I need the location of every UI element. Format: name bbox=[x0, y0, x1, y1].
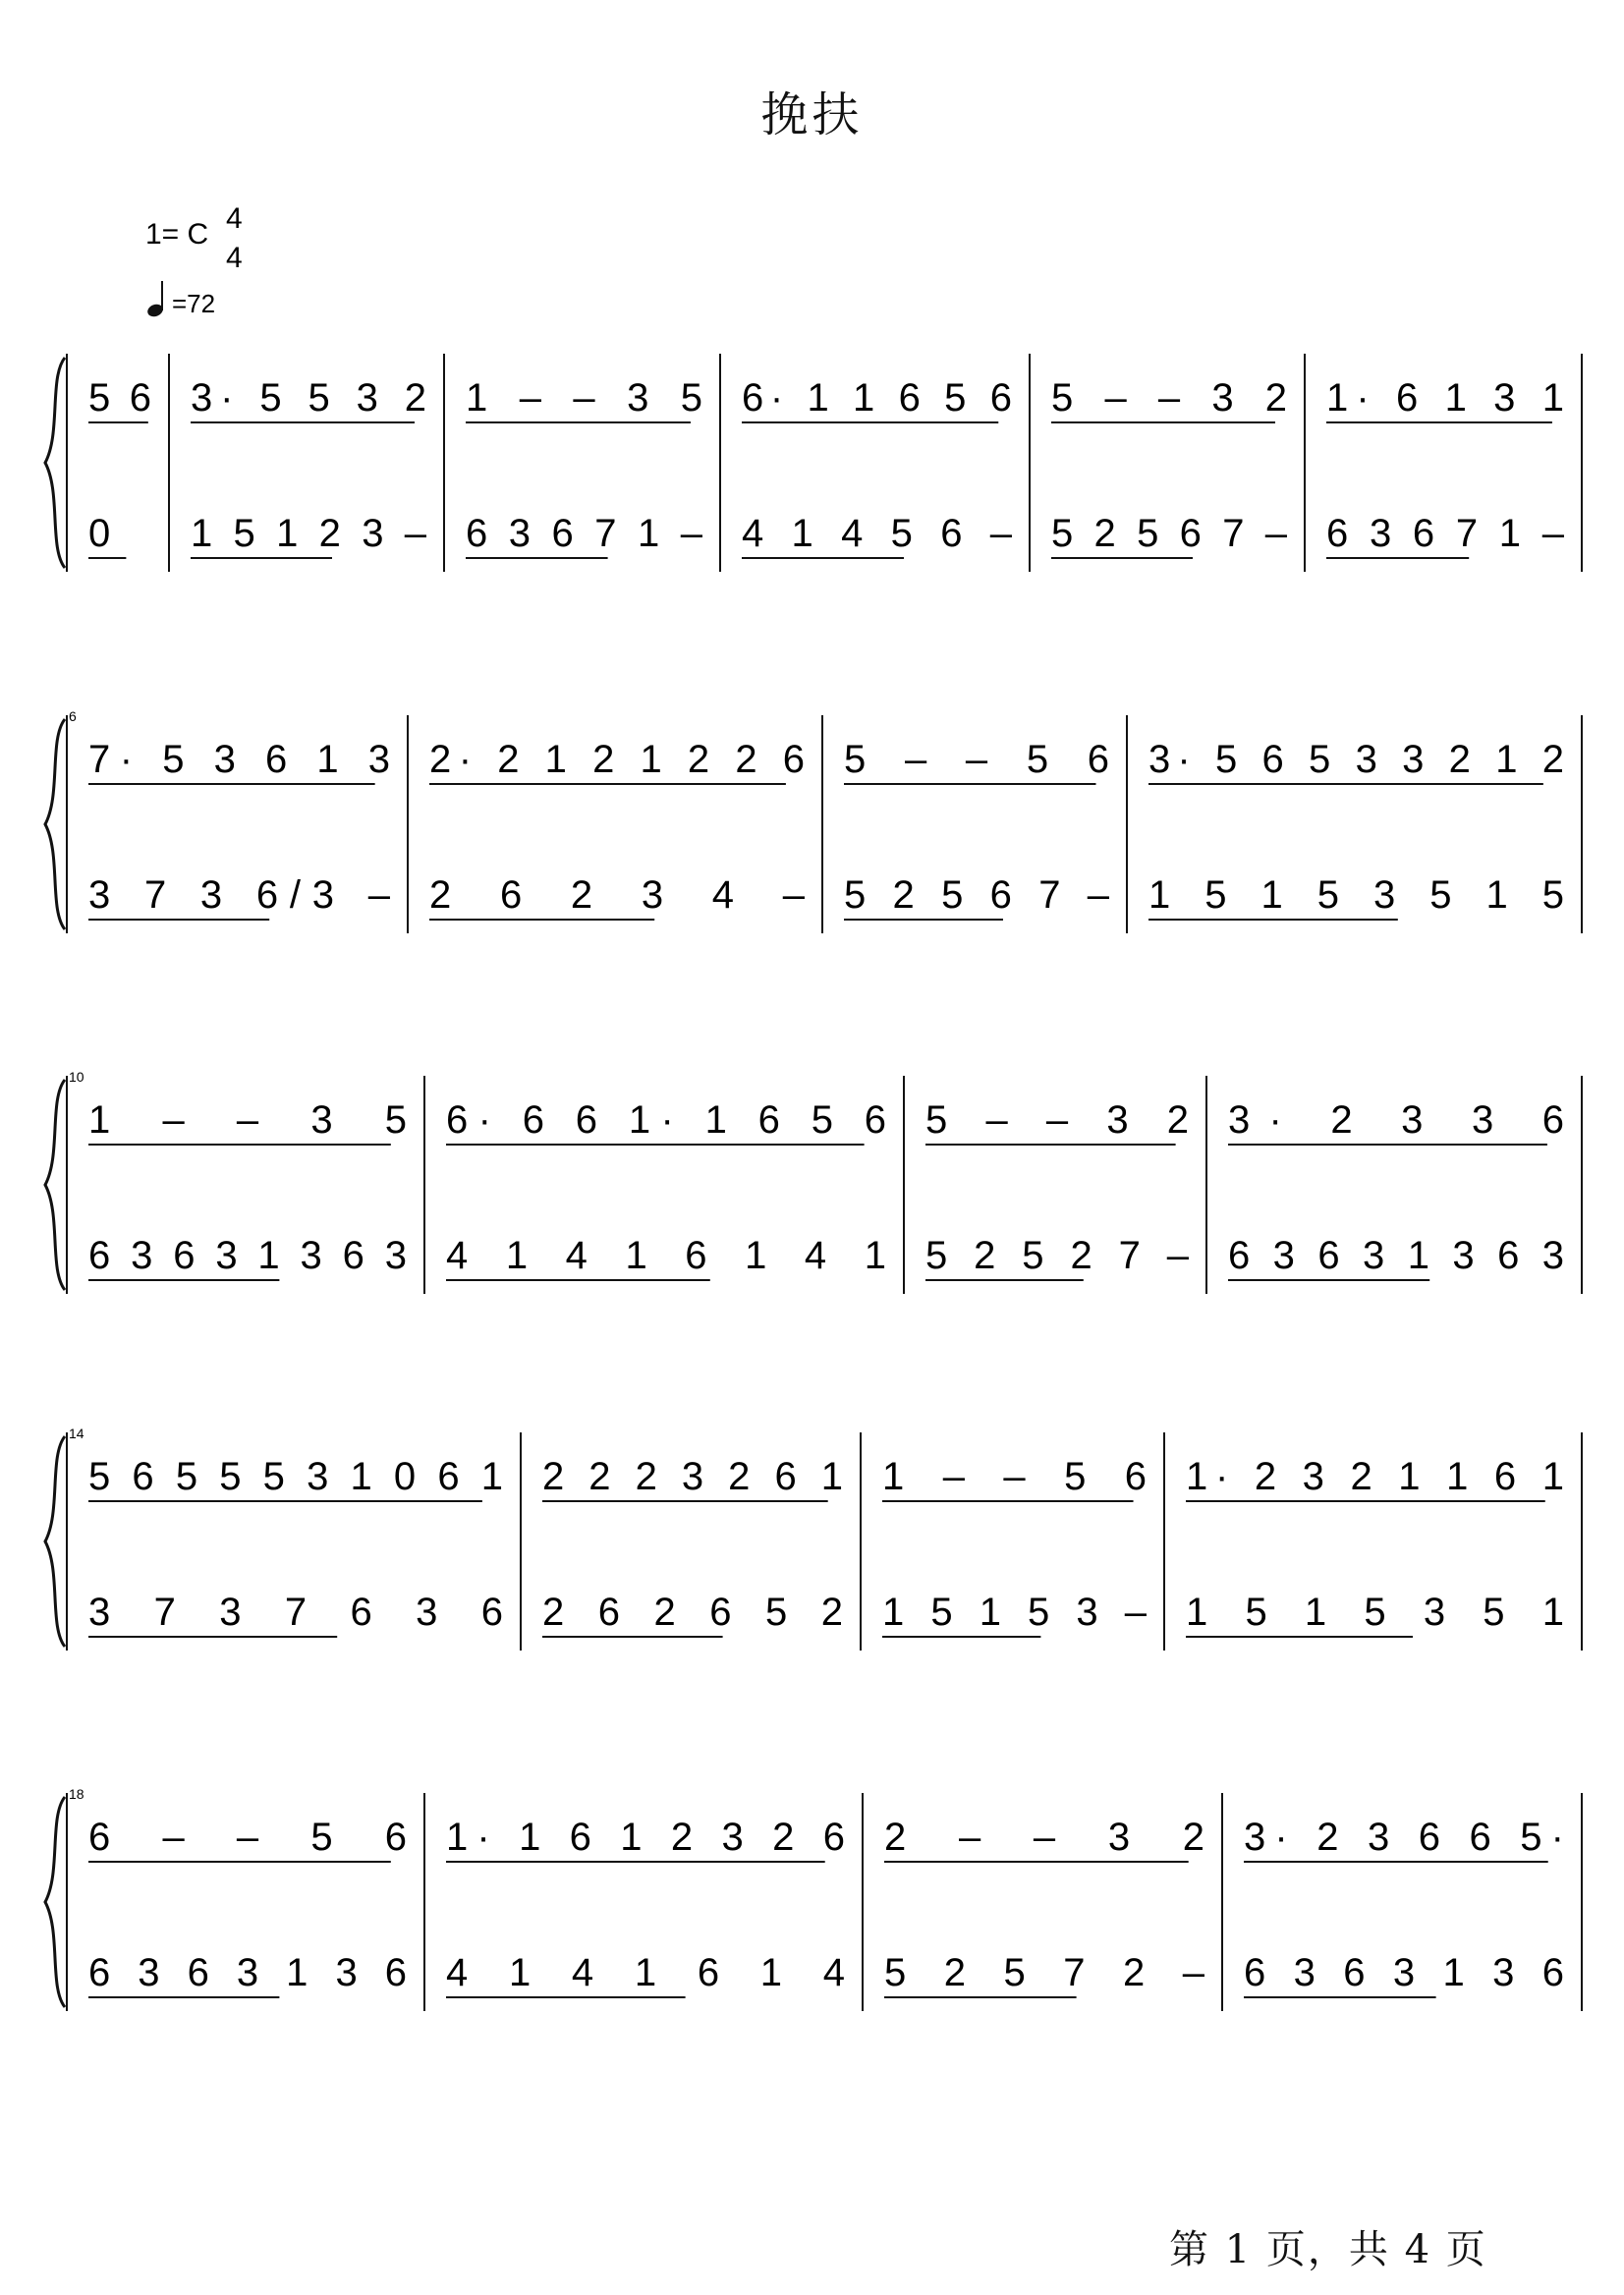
bass-notes: 2 6 2 3 4 – bbox=[429, 873, 805, 917]
treble-notes: 7· 5 3 6 1 3 bbox=[88, 738, 390, 781]
treble-notes: 2 2 2 3 2 6 1 bbox=[542, 1455, 843, 1498]
measure-number: 6 bbox=[69, 708, 77, 724]
treble-notes: 1· 1 6 1 2 3 2 6 bbox=[446, 1816, 845, 1859]
treble-notes: 5 6 5 5 5 3 1 0 6 1 bbox=[88, 1455, 503, 1498]
treble-notes: 5 – – 3 2 bbox=[925, 1098, 1189, 1142]
system-brace bbox=[45, 1797, 65, 2007]
key-signature: 1= C bbox=[145, 218, 209, 251]
bass-notes: 6 3 6 3 1 3 6 3 bbox=[1228, 1234, 1564, 1277]
bass-notes: 5 2 5 6 7 – bbox=[844, 873, 1109, 917]
treble-notes: 1· 2 3 2 1 1 6 1 bbox=[1186, 1455, 1564, 1498]
bass-notes: 1 5 1 5 3 5 1 5 bbox=[1148, 873, 1564, 917]
bass-notes: 5 2 5 2 7 – bbox=[925, 1234, 1189, 1277]
bass-notes: 6 3 6 7 1 – bbox=[466, 512, 702, 555]
bass-notes: 6 3 6 3 1 3 6 bbox=[1244, 1951, 1564, 1994]
bass-notes: 4 1 4 1 6 1 4 bbox=[446, 1951, 845, 1994]
bass-notes: 5 2 5 7 2 – bbox=[884, 1951, 1204, 1994]
treble-notes: 3· 2 3 3 6 bbox=[1228, 1098, 1564, 1142]
treble-notes: 1 – – 3 5 bbox=[466, 376, 702, 420]
bass-notes: 1 5 1 5 3 – bbox=[882, 1591, 1147, 1634]
treble-notes: 5 – – 3 2 bbox=[1051, 376, 1287, 420]
bass-notes: 6 3 6 3 1 3 6 bbox=[88, 1951, 407, 1994]
system-brace bbox=[45, 719, 65, 929]
system-brace bbox=[45, 1436, 65, 1647]
bass-notes: 3 7 3 7 6 3 6 bbox=[88, 1591, 503, 1634]
treble-notes: 1· 6 1 3 1 bbox=[1326, 376, 1564, 420]
bass-notes: 0 bbox=[88, 512, 111, 555]
treble-notes: 5 – – 5 6 bbox=[844, 738, 1109, 781]
treble-notes: 2 – – 3 2 bbox=[884, 1816, 1204, 1859]
bass-notes: 1 5 1 5 3 5 1 bbox=[1186, 1591, 1564, 1634]
system-brace bbox=[45, 1080, 65, 1290]
bass-notes: 5 2 5 6 7 – bbox=[1051, 512, 1287, 555]
bass-notes: 6 3 6 3 1 3 6 3 bbox=[88, 1234, 407, 1277]
treble-notes: 6· 1 1 6 5 6 bbox=[742, 376, 1012, 420]
treble-notes: 3· 5 6 5 3 3 2 1 2 bbox=[1148, 738, 1564, 781]
bass-notes: 1 5 1 2 3 – bbox=[191, 512, 426, 555]
treble-notes: 6· 6 6 1· 1 6 5 6 bbox=[446, 1098, 886, 1142]
treble-notes: 3· 2 3 6 6 5· bbox=[1244, 1816, 1564, 1859]
time-signature-bottom: 4 bbox=[226, 242, 243, 274]
treble-notes: 3· 5 5 3 2 bbox=[191, 376, 426, 420]
treble-notes: 1 – – 3 5 bbox=[88, 1098, 407, 1142]
bass-notes: 6 3 6 7 1 – bbox=[1326, 512, 1564, 555]
treble-notes: 5 6 bbox=[88, 376, 151, 420]
bass-notes: 4 1 4 1 6 1 4 1 bbox=[446, 1234, 886, 1277]
page-footer: 第 1 页，共 4 页 bbox=[1169, 2227, 1487, 2272]
treble-notes: 6 – – 5 6 bbox=[88, 1816, 407, 1859]
system-brace bbox=[45, 358, 65, 568]
measure-number: 18 bbox=[69, 1786, 84, 1802]
tempo-marking: =72 bbox=[172, 289, 216, 318]
time-signature-top: 4 bbox=[226, 202, 243, 235]
bass-notes: 4 1 4 5 6 – bbox=[742, 512, 1012, 555]
treble-notes: 1 – – 5 6 bbox=[882, 1455, 1147, 1498]
treble-notes: 2· 2 1 2 1 2 2 6 bbox=[429, 738, 805, 781]
page-title: 挽扶 bbox=[760, 87, 864, 142]
measure-number: 14 bbox=[69, 1426, 84, 1441]
bass-notes: 3 7 3 6/3 – bbox=[88, 873, 390, 917]
measure-number: 10 bbox=[69, 1069, 84, 1085]
bass-notes: 2 6 2 6 5 2 bbox=[542, 1591, 843, 1634]
